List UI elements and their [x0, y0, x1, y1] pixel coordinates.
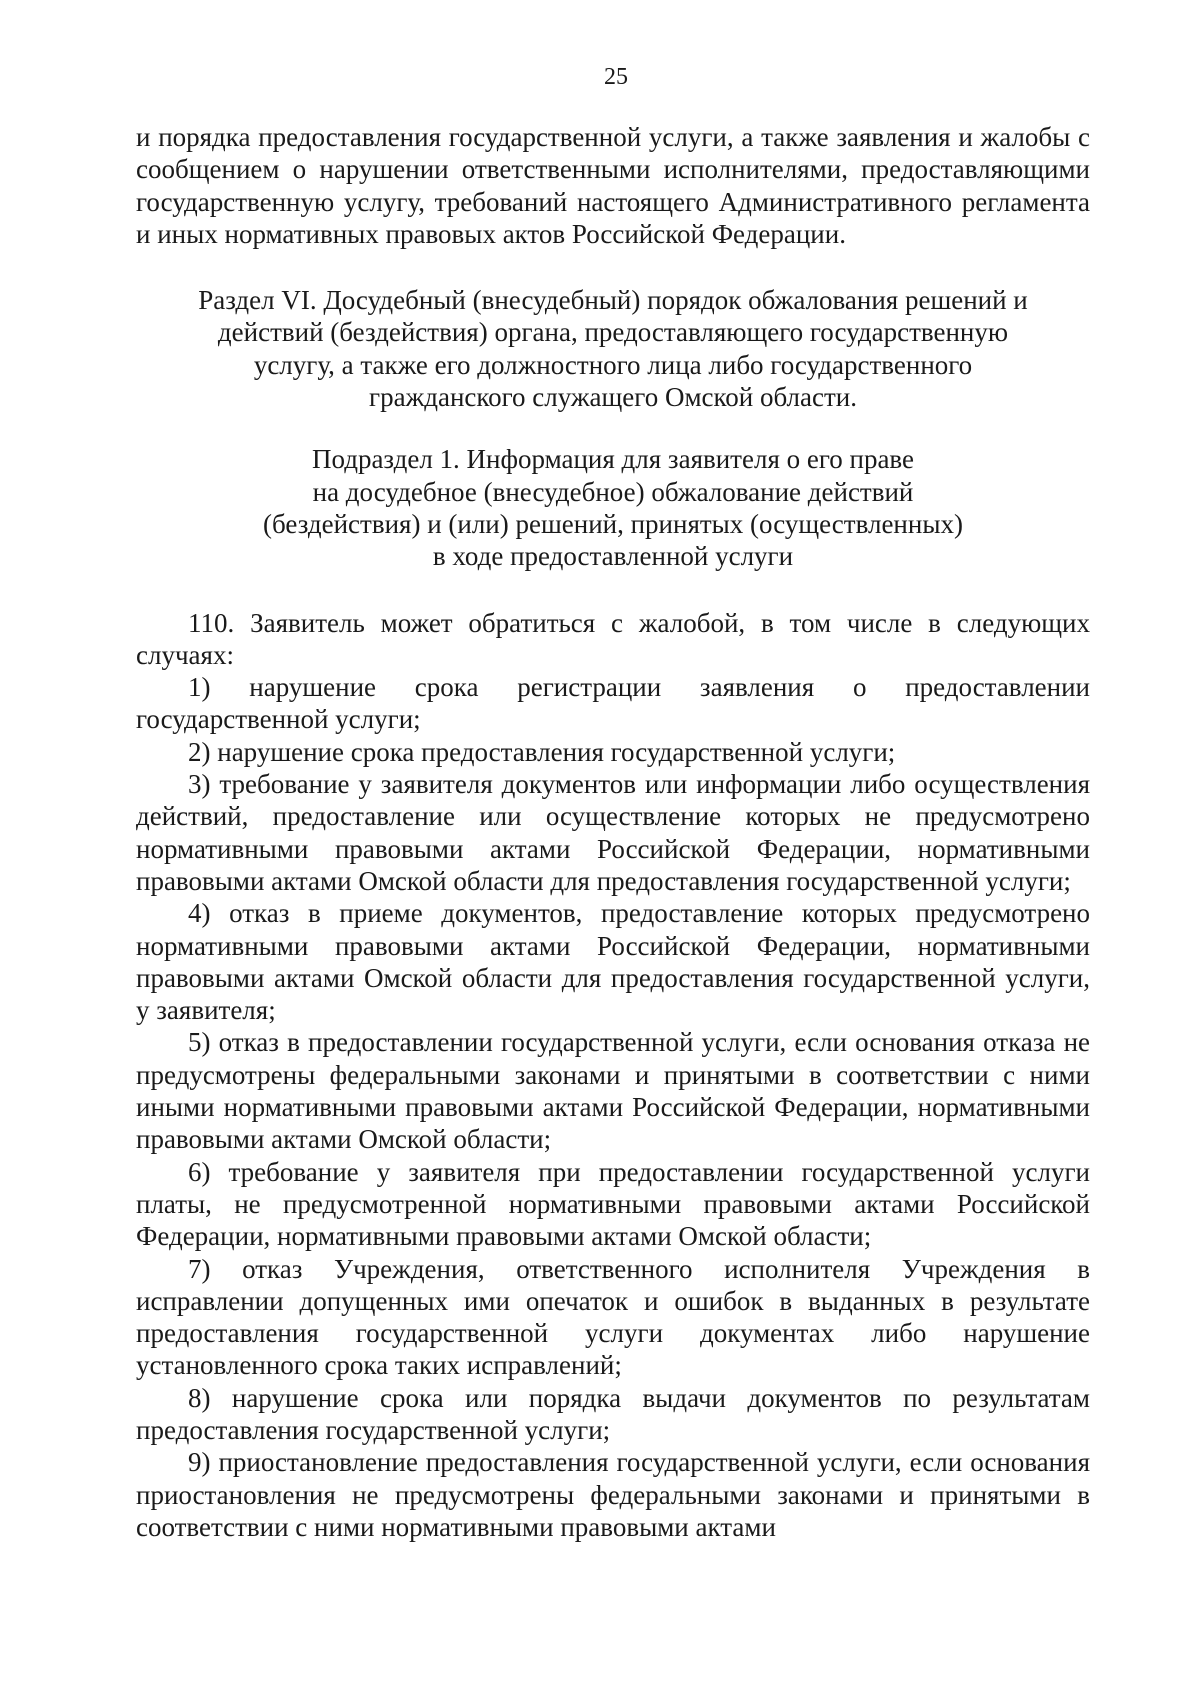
list-item: 9) приостановление предоставления государственной услуги, если основания приостановления не предусмотрены федеральными законами и принятыми в соответствии с ними нормативными правовыми актами	[136, 1447, 1090, 1542]
section-heading-line: действий (бездействия) органа, предоставляющего государственную	[217, 317, 1009, 348]
list-item: 5) отказ в предоставлении государственной услуги, если основания отказа не предусмотрены федеральными законами и принятыми в соответствии с ними иными нормативными правовыми актами Российской Федерации, нормативными правовыми актами Омской области;	[136, 1027, 1090, 1155]
list-item: 4) отказ в приеме документов, предоставление которых предусмотрено нормативными правовыми актами Российской Федерации, нормативными правовыми актами Омской области для предоставления государственной услуги, у заявителя;	[136, 898, 1090, 1026]
subsection-heading-line: в ходе предоставленной услуги	[432, 541, 794, 572]
list-item: 8) нарушение срока или порядка выдачи документов по результатам предоставления государственной услуги;	[136, 1382, 1090, 1445]
list-item: 2) нарушение срока предоставления государственной услуги;	[188, 736, 896, 767]
list-item: 6) требование у заявителя при предоставлении государственной услуги платы, не предусмотренной нормативными правовыми актами Российской Федерации, нормативными правовыми актами Омской области;	[136, 1156, 1090, 1252]
page-number: 25	[604, 64, 628, 90]
section-heading	[136, 284, 1090, 413]
subsection-heading-line: Подраздел 1. Информация для заявителя о его праве	[311, 444, 914, 475]
list-item: 3) требование у заявителя документов или информации либо осуществления действий, предоставление или осуществление которых не предусмотрено нормативными правовыми актами Российской Федерации, нормативными правовыми актами Омской области для предоставления государственной услуги;	[136, 769, 1090, 896]
clause-110: 110. Заявитель может обратиться с жалобой, в том числе в следующих случаях:	[136, 607, 1090, 670]
section-heading-line: гражданского служащего Омской области.	[369, 382, 857, 413]
subsection-heading	[136, 443, 1090, 572]
subsection-heading-line: (бездействия) и (или) решений, принятых (осуществленных)	[263, 508, 963, 539]
intro-paragraph: и порядка предоставления государственной услуги, а также заявления и жалобы с сообщением о нарушении ответственными исполнителями, предоставляющими государственную услугу, требований настоящего Административного регламента и иных нормативных правовых актов Российской Федерации.	[136, 122, 1090, 249]
list-item: 7) отказ Учреждения, ответственного исполнителя Учреждения в исправлении допущенных ими опечаток и ошибок в выданных в результате предоставления государственной услуги документах либо нарушение установленного срока таких исправлений;	[136, 1253, 1090, 1381]
section-heading-line: Раздел VI. Досудебный (внесудебный) порядок обжалования решений и	[198, 285, 1028, 316]
subsection-heading-line: на досудебное (внесудебное) обжалование действий	[312, 476, 914, 507]
section-heading-line: услугу, а также его должностного лица либо государственного	[253, 349, 973, 380]
list-item: 1) нарушение срока регистрации заявления о предоставлении государственной услуги;	[136, 672, 1090, 735]
